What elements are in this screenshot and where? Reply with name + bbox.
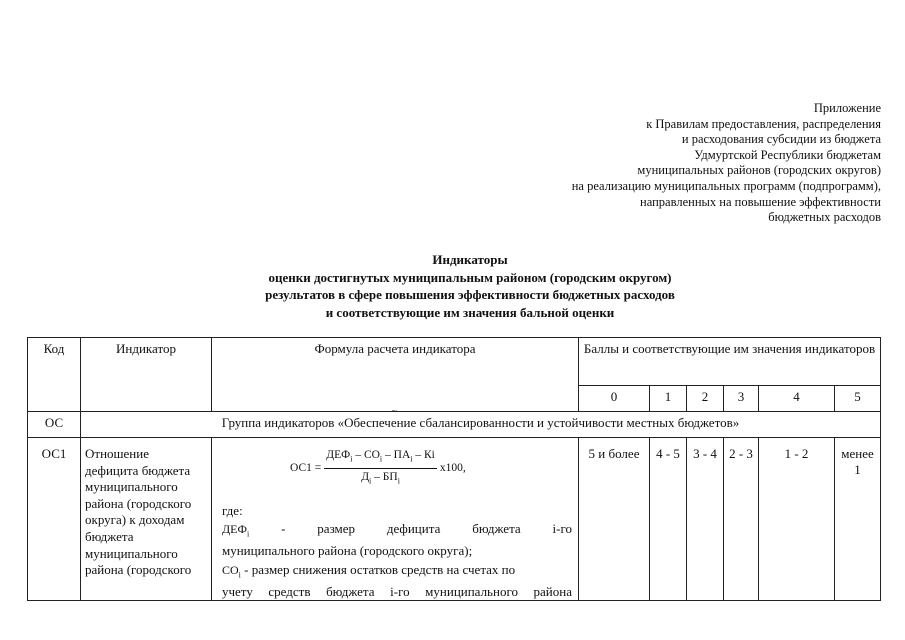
indicator-line: муниципального — [85, 545, 178, 561]
appendix-header — [572, 101, 881, 226]
formula-term: ПА — [393, 449, 411, 461]
explanation-text: - размер дефицита бюджета i-го — [249, 521, 572, 537]
indicator-line: бюджета — [85, 528, 134, 544]
explanation-line — [222, 521, 572, 543]
appendix-line: к Правилам предоставления, распределения — [646, 116, 881, 131]
formula-term: ДЕФ — [326, 449, 351, 461]
explanation-line: муниципального района (городского округа); — [222, 542, 473, 558]
formula-where: где: — [222, 502, 243, 518]
header-point-value: 4 — [759, 386, 835, 412]
group-title-part: Группа индикаторов «Обеспеч — [221, 415, 391, 430]
indicator-line: Отношение — [85, 446, 149, 461]
appendix-line: направленных на повышение эффективности — [640, 194, 881, 209]
header-formula: Формула расчета индикатора — [212, 338, 579, 412]
indicator-line: муниципального — [85, 479, 178, 495]
point-value-cell: 3 - 4 — [687, 438, 724, 601]
header-point-value: 3 — [724, 386, 759, 412]
explanation-line: учету средств бюджета i-го муниципального района — [222, 583, 572, 599]
formula-term: СО — [363, 449, 380, 461]
group-title — [81, 406, 881, 438]
indicator-line: района (городского — [85, 562, 192, 578]
row-formula — [212, 438, 579, 601]
indicator-line: дефицита бюджета — [85, 462, 191, 478]
point-value-cell: 1 - 2 — [759, 438, 835, 601]
formula-subscript: i — [369, 476, 372, 486]
title-line: Индикаторы — [432, 252, 508, 267]
formula-lhs: ОС1 = — [290, 461, 322, 474]
formula-fraction — [324, 448, 437, 489]
appendix-line: бюджетных расходов — [768, 210, 881, 225]
appendix-line: и расходования субсидии из бюджета — [681, 132, 881, 147]
appendix-line: на реализацию муниципальных программ (подпрограмм), — [571, 178, 881, 193]
indicator-line: округа) к доходам — [85, 512, 185, 528]
formula-denominator — [324, 469, 437, 489]
header-point-value: 5 — [835, 386, 881, 412]
header-indicator: Индикатор — [81, 338, 212, 412]
formula-numerator — [324, 448, 437, 469]
appendix-line: Приложение — [813, 101, 881, 115]
point-value-cell: 2 - 3 — [724, 438, 759, 601]
header-code: Код — [28, 338, 81, 412]
symbol: СО — [222, 562, 239, 577]
header-point-value: 0 — [579, 386, 650, 412]
explanation-text: - размер снижения остатков средств на счетах по — [240, 561, 516, 577]
symbol: ДЕФ — [222, 522, 247, 537]
formula-op: – — [385, 449, 391, 461]
strike-letter: е ~ — [390, 406, 397, 430]
formula-subscript: i — [379, 454, 383, 464]
formula — [290, 448, 572, 489]
formula-term: Кi — [424, 449, 435, 461]
group-code: ОС — [28, 412, 81, 438]
indicator-line: района (городского — [85, 495, 192, 511]
formula-op: – — [374, 470, 380, 483]
row-indicator — [81, 438, 212, 601]
appendix-line: муниципальных районов (городских округов) — [637, 163, 881, 178]
formula-subscript: i — [350, 454, 353, 464]
header-point-value: 2 — [687, 386, 724, 412]
symbol-subscript: i — [247, 529, 250, 539]
formula-term: Д — [361, 470, 370, 483]
scan-mark: ~ — [391, 406, 397, 416]
formula-subscript: i — [410, 454, 413, 464]
symbol-subscript: i — [238, 570, 241, 580]
formula-op: – — [415, 449, 422, 461]
indicators-table — [27, 337, 881, 601]
header-points: Баллы и соответствующие им значения индикаторов — [579, 338, 881, 386]
formula-op: – — [355, 449, 362, 461]
title-line: и соответствующие им значения бальной оценки — [325, 304, 615, 320]
formula-multiplier: х100, — [439, 461, 466, 474]
title-line: результатов в сфере повышения эффективности бюджетных расходов — [265, 287, 675, 302]
point-value-cell: менее 1 — [835, 438, 881, 601]
row-code: ОС1 — [28, 438, 81, 601]
point-value-cell: 4 - 5 — [650, 438, 687, 601]
appendix-line: Удмуртской Республики бюджетам — [694, 147, 881, 162]
formula-subscript: i — [397, 476, 400, 486]
explanation-line — [222, 562, 572, 584]
group-title-part: ние сбалансированности и устойчивости местных бюджетов» — [396, 415, 740, 430]
point-value-cell: 5 и более — [579, 438, 650, 601]
header-point-value: 1 — [650, 386, 687, 412]
formula-term: БП — [382, 470, 398, 483]
title-line: оценки достигнутых муниципальным районом (городским округом) — [268, 269, 672, 285]
document-title — [190, 251, 750, 321]
